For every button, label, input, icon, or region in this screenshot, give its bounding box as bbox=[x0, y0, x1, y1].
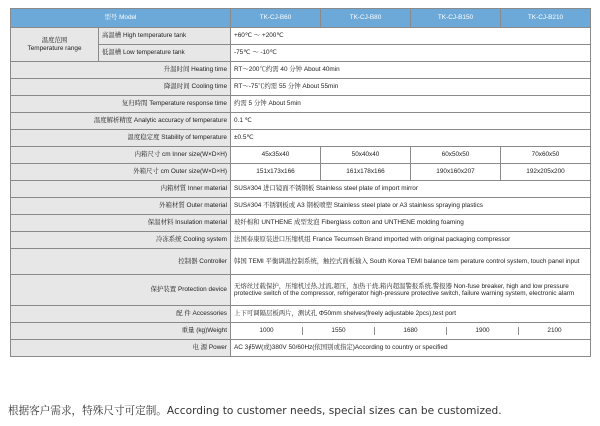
heating-time-label: 升温时间 Heating time bbox=[11, 62, 231, 79]
accessories-row bbox=[11, 306, 591, 323]
model-b80: TK-CJ-B80 bbox=[321, 9, 411, 28]
cooling-time-value: RT～-75℃约需 55 分钟 About 55min bbox=[231, 79, 591, 96]
inner-size-b80: 50x40x40 bbox=[321, 147, 411, 164]
inner-size-b60: 45x35x40 bbox=[231, 147, 321, 164]
controller-value: 韩国 TEMI 平衡调温控制系统，触控式面板输入 South Korea TEMI balance tem perature control system, touch panel input bbox=[231, 249, 591, 275]
protection-row bbox=[11, 275, 591, 306]
cooling-system-value: 法国泰康原装进口压缩机组 France Tecumseh Brand imported with original packaging compressor bbox=[231, 232, 591, 249]
response-time-row bbox=[11, 96, 591, 113]
weight-label: 重量 (kg)Weight bbox=[11, 323, 231, 340]
low-temp-tank-label: 低温槽 Low temperature tank bbox=[99, 45, 231, 62]
stability-row bbox=[11, 130, 591, 147]
outer-size-b150: 190x160x207 bbox=[411, 164, 501, 181]
weight-value-4: 1900 bbox=[447, 327, 519, 334]
insulation-value: 玻纤棉和 UNTHENE 成型发泡 Fiberglass cotton and UNTHENE molding foaming bbox=[231, 215, 591, 232]
spec-table bbox=[10, 8, 591, 357]
weight-value-1: 1000 bbox=[231, 327, 303, 334]
controller-label: 控制器 Controller bbox=[11, 249, 231, 275]
cooling-time-label: 降温时间 Cooling time bbox=[11, 79, 231, 96]
weight-values-strip bbox=[231, 327, 590, 334]
temperature-range-label-cn: 温度范围 bbox=[41, 37, 68, 45]
inner-material-value: SUS#304 进口镜面不锈钢板 Stainless steel plate of import mirror bbox=[231, 181, 591, 198]
outer-size-row bbox=[11, 164, 591, 181]
outer-material-row bbox=[11, 198, 591, 215]
inner-size-label: 内箱尺寸 cm Inner size(W×D×H) bbox=[11, 147, 231, 164]
customization-footnote: 根据客户需求，特殊尺寸可定制。According to customer needs, special sizes can be customized. bbox=[8, 405, 502, 417]
insulation-label: 保温材料 Insulation material bbox=[11, 215, 231, 232]
response-time-label: 复归時間 Temperature response time bbox=[11, 96, 231, 113]
analytic-accuracy-label: 温度解析精度 Analytic accuracy of temperature bbox=[11, 113, 231, 130]
inner-size-b210: 70x60x50 bbox=[501, 147, 591, 164]
outer-size-b210: 192x205x200 bbox=[501, 164, 591, 181]
weight-row bbox=[11, 323, 591, 340]
outer-size-b80: 161x178x166 bbox=[321, 164, 411, 181]
weight-value-5: 2100 bbox=[547, 327, 562, 335]
power-label: 电 源 Power bbox=[11, 340, 231, 357]
heating-time-row bbox=[11, 62, 591, 79]
stability-value: ±0.5℃ bbox=[231, 130, 591, 147]
accessories-label: 配 件 Accessories bbox=[11, 306, 231, 323]
high-temp-tank-label: 高温槽 High temperature tank bbox=[99, 28, 231, 45]
temperature-range-label bbox=[11, 28, 99, 62]
accessories-value: 上下可调隔层板两片，测试孔 Φ50mm shelves(freely adjustable 2pcs),test port bbox=[231, 306, 591, 323]
response-time-value: 约需 5 分钟 About 5min bbox=[231, 96, 591, 113]
analytic-accuracy-value: 0.1 ℃ bbox=[231, 113, 591, 130]
protection-value: 无熔丝过载保护，压缩机过热,过流,超压，加热干烧,箱内超温警报系统,警报器 Non-fuse breaker, high and low pressure protective switch of the compressor, refrigerator high-pressure protective switch, failure warning system, electronic alarm bbox=[231, 275, 591, 306]
model-b150: TK-CJ-B150 bbox=[411, 9, 501, 28]
outer-size-b60: 151x173x166 bbox=[231, 164, 321, 181]
power-row bbox=[11, 340, 591, 357]
analytic-accuracy-row bbox=[11, 113, 591, 130]
model-b210: TK-CJ-B210 bbox=[501, 9, 591, 28]
model-header: 型号 Model bbox=[11, 9, 231, 28]
temp-range-high-row bbox=[11, 28, 591, 45]
heating-time-value: RT～200℃约需 40 分钟 About 40min bbox=[231, 62, 591, 79]
outer-size-label: 外箱尺寸 cm Outer size(W×D×H) bbox=[11, 164, 231, 181]
controller-row bbox=[11, 249, 591, 275]
model-b60: TK-CJ-B60 bbox=[231, 9, 321, 28]
header-row bbox=[11, 9, 591, 28]
cooling-system-row bbox=[11, 232, 591, 249]
inner-size-row bbox=[11, 147, 591, 164]
cooling-time-row bbox=[11, 79, 591, 96]
cooling-system-label: 冷冻系统 Cooling system bbox=[11, 232, 231, 249]
power-value: AC 3∮5W(或)380V 50/60Hz(依国别或指定)According to country or specified bbox=[231, 340, 591, 357]
weight-values bbox=[231, 323, 591, 340]
weight-value-2: 1550 bbox=[303, 327, 375, 334]
low-temp-tank-value: -75℃ ～ -10℃ bbox=[231, 45, 591, 62]
inner-size-b150: 60x50x50 bbox=[411, 147, 501, 164]
stability-label: 温度稳定度 Stability of temperature bbox=[11, 130, 231, 147]
outer-material-value: SUS#304 不锈钢板或 A3 钢板喷塑 Stainless steel plate or A3 stainless spraying plastics bbox=[231, 198, 591, 215]
protection-label: 保护装置 Protection device bbox=[11, 275, 231, 306]
high-temp-tank-value: +60℃ ～ +200℃ bbox=[231, 28, 591, 45]
inner-material-label: 内箱材質 Inner material bbox=[11, 181, 231, 198]
temperature-range-label-en: Temperature range bbox=[27, 44, 82, 52]
weight-value-3: 1680 bbox=[375, 327, 447, 334]
inner-material-row bbox=[11, 181, 591, 198]
outer-material-label: 外箱材質 Outer material bbox=[11, 198, 231, 215]
insulation-row bbox=[11, 215, 591, 232]
